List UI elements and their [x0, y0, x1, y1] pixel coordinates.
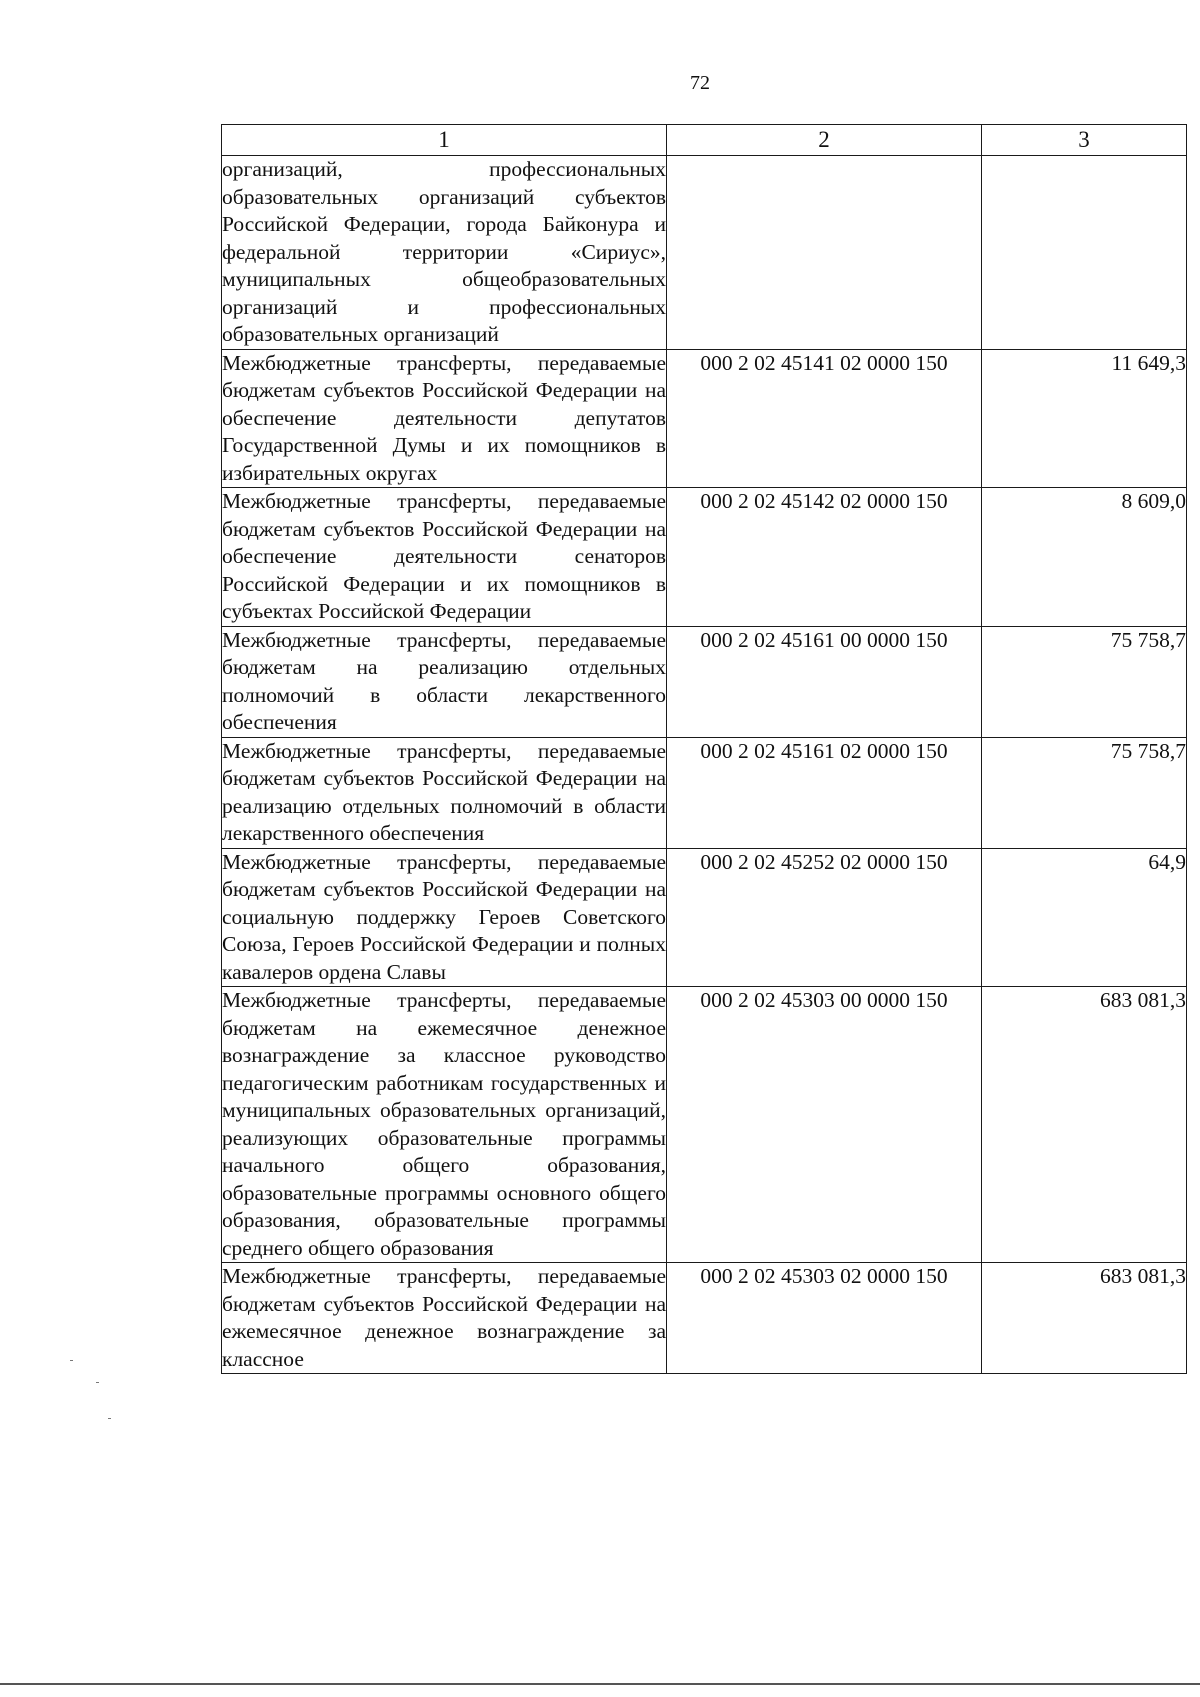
row-amount — [982, 156, 1187, 350]
row-description: организаций, профессиональных образовательных организаций субъектов Российской Федерации, города Байконура и федеральной территории «Сириус», муниципальных общеобразовательных организаций и профессиональных образовательных организаций — [222, 156, 667, 350]
table-row — [222, 156, 1187, 350]
row-amount: 11 649,3 — [982, 349, 1187, 488]
scan-edge-line — [0, 1683, 1200, 1685]
row-description: Межбюджетные трансферты, передаваемые бюджетам на ежемесячное денежное вознаграждение за классное руководство педагогическим работникам государственных и муниципальных образовательных организаций, реализующих образовательные программы начального общего образования, образовательные программы основного общего образования, образовательные программы среднего общего образования — [222, 987, 667, 1263]
table-row — [222, 488, 1187, 627]
table-header-row — [222, 125, 1187, 156]
scan-speck — [70, 1360, 73, 1361]
row-code: 000 2 02 45161 00 0000 150 — [667, 626, 982, 737]
table-row — [222, 626, 1187, 737]
row-description: Межбюджетные трансферты, передаваемые бюджетам субъектов Российской Федерации на ежемесячное денежное вознаграждение за классное — [222, 1263, 667, 1374]
table-row — [222, 1263, 1187, 1374]
table-row — [222, 848, 1187, 987]
table-row — [222, 987, 1187, 1263]
table-row — [222, 349, 1187, 488]
row-code: 000 2 02 45303 00 0000 150 — [667, 987, 982, 1263]
page-number: 72 — [690, 72, 710, 94]
column-header-3: 3 — [982, 125, 1187, 156]
row-code: 000 2 02 45303 02 0000 150 — [667, 1263, 982, 1374]
row-code: 000 2 02 45142 02 0000 150 — [667, 488, 982, 627]
row-description: Межбюджетные трансферты, передаваемые бюджетам субъектов Российской Федерации на социальную поддержку Героев Советского Союза, Героев Российской Федерации и полных кавалеров ордена Славы — [222, 848, 667, 987]
column-header-2: 2 — [667, 125, 982, 156]
row-code: 000 2 02 45141 02 0000 150 — [667, 349, 982, 488]
row-amount: 8 609,0 — [982, 488, 1187, 627]
scan-speck — [96, 1382, 99, 1383]
column-header-1: 1 — [222, 125, 667, 156]
row-description: Межбюджетные трансферты, передаваемые бюджетам на реализацию отдельных полномочий в области лекарственного обеспечения — [222, 626, 667, 737]
budget-table — [221, 124, 1187, 1374]
row-code — [667, 156, 982, 350]
row-code: 000 2 02 45161 02 0000 150 — [667, 737, 982, 848]
row-amount: 75 758,7 — [982, 737, 1187, 848]
row-description: Межбюджетные трансферты, передаваемые бюджетам субъектов Российской Федерации на обеспечение деятельности сенаторов Российской Федерации и их помощников в субъектах Российской Федерации — [222, 488, 667, 627]
scan-speck — [108, 1418, 111, 1419]
row-amount: 75 758,7 — [982, 626, 1187, 737]
table-row — [222, 737, 1187, 848]
row-code: 000 2 02 45252 02 0000 150 — [667, 848, 982, 987]
row-amount: 683 081,3 — [982, 987, 1187, 1263]
row-description: Межбюджетные трансферты, передаваемые бюджетам субъектов Российской Федерации на обеспечение деятельности депутатов Государственной Думы и их помощников в избирательных округах — [222, 349, 667, 488]
row-amount: 64,9 — [982, 848, 1187, 987]
row-amount: 683 081,3 — [982, 1263, 1187, 1374]
row-description: Межбюджетные трансферты, передаваемые бюджетам субъектов Российской Федерации на реализацию отдельных полномочий в области лекарственного обеспечения — [222, 737, 667, 848]
